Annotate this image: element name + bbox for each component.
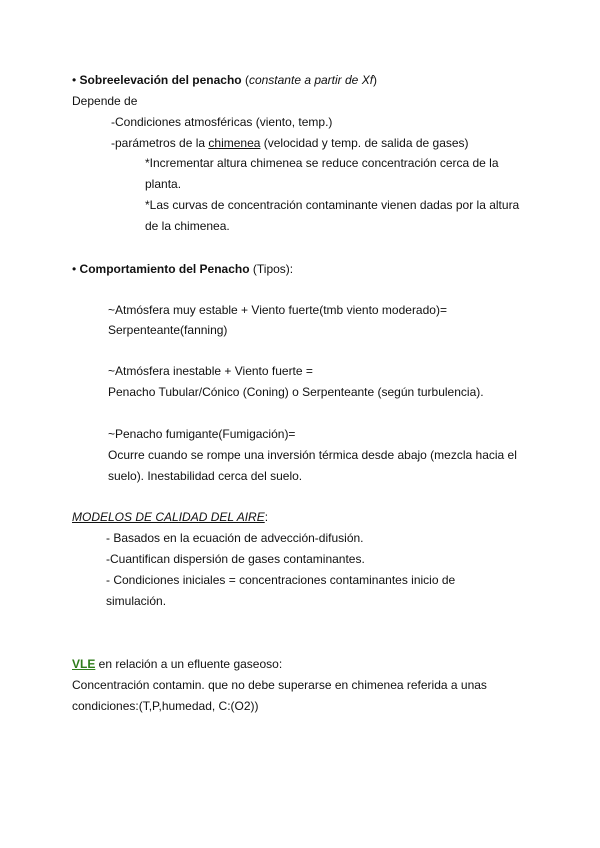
section-heading-modelos [72,510,268,524]
vle-rest: en relación a un efluente gaseoso: [95,657,283,671]
note2-line2: de la chimenea. [145,219,230,233]
text-depends: Depende de [72,94,138,108]
text-cond-atm: -Condiciones atmosféricas (viento, temp.) [111,115,333,129]
section-heading-vle [72,657,282,671]
heading-note: constante a partir de Xf [248,73,374,87]
type1-line1: ~Atmósfera muy estable + Viento fuerte(tmb viento moderado)= [108,303,447,317]
param-prefix: -parámetros de la [111,136,209,150]
heading-title: MODELOS DE CALIDAD DEL AIRE [72,510,265,524]
modelos-item1: - Basados en la ecuación de advección-difusión. [106,531,364,545]
modelos-item2: -Cuantifican dispersión de gases contaminantes. [106,552,365,566]
heading-title: Comportamiento del Penacho [79,262,250,276]
type1-line2: Serpenteante(fanning) [108,323,228,337]
modelos-item3: - Condiciones iniciales = concentraciones contaminantes inicio de [106,573,456,587]
type2-line2: Penacho Tubular/Cónico (Coning) o Serpenteante (según turbulencia). [108,385,484,399]
vle-line2: condiciones:(T,P,humedad, C:(O2)) [72,699,259,713]
note1-line2: planta. [145,177,182,191]
chimenea-link: chimenea [208,136,261,150]
type2-line1: ~Atmósfera inestable + Viento fuerte = [108,364,313,378]
vle-label: VLE [72,657,96,671]
type3-line2: Ocurre cuando se rompe una inversión térmica desde abajo (mezcla hacia el [108,448,517,462]
bullet: • [72,73,77,87]
bullet: • [72,262,77,276]
section-heading-comportamiento [72,262,293,276]
heading-colon: : [264,510,269,524]
vle-line1: Concentración contamin. que no debe superarse en chimenea referida a unas [72,678,487,692]
heading-sub: (Tipos): [249,262,294,276]
text-parametros [111,136,469,150]
note2-line1: *Las curvas de concentración contaminante vienen dadas por la altura [145,198,520,212]
paren-open: ( [244,73,249,87]
heading-title: Sobreelevación del penacho [79,73,242,87]
type3-line3: suelo). Inestabilidad cerca del suelo. [108,469,303,483]
param-suffix: (velocidad y temp. de salida de gases) [260,136,469,150]
section-heading-sobreelevacion [72,73,377,87]
paren-close: ) [373,73,378,87]
type3-line1: ~Penacho fumigante(Fumigación)= [108,427,296,441]
modelos-item3-cont: simulación. [106,594,167,608]
note1-line1: *Incrementar altura chimenea se reduce concentración cerca de la [145,156,499,170]
